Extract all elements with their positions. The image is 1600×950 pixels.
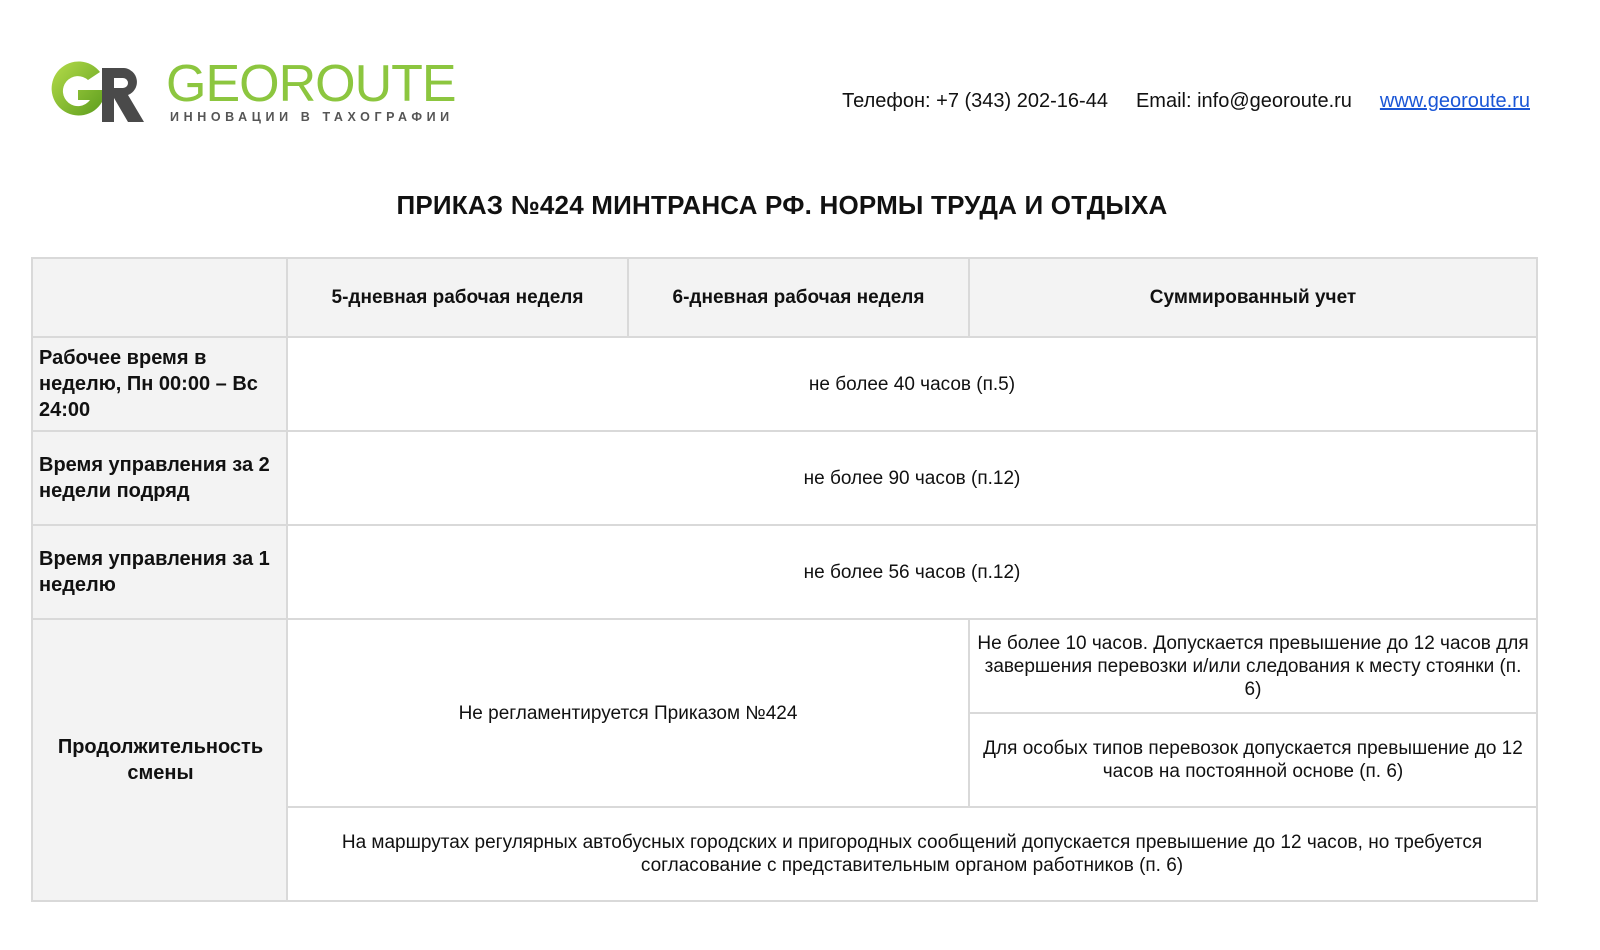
header-cell-5-day: 5-дневная рабочая неделя: [287, 258, 628, 337]
row-value: не более 90 часов (п.12): [287, 431, 1537, 525]
document-title: ПРИКАЗ №424 МИНТРАНСА РФ. НОРМЫ ТРУДА И ОТДЫХА: [396, 190, 1168, 220]
table-row: [32, 431, 1537, 525]
georoute-logo: [44, 55, 464, 128]
row-value: не более 40 часов (п.5): [287, 337, 1537, 431]
gr-logo-mark-icon: [44, 60, 156, 126]
table-row: [32, 337, 1537, 431]
contact-info: [842, 90, 1530, 113]
table-header-row: [32, 258, 1537, 337]
header-cell-empty: [32, 258, 287, 337]
logo-brand-text: GEOROUTE: [166, 55, 456, 113]
table-row: [32, 525, 1537, 619]
row-value: не более 56 часов (п.12): [287, 525, 1537, 619]
shift-row-1: [32, 619, 1537, 713]
logo-slogan: ИННОВАЦИИ В ТАХОГРАФИИ: [170, 110, 454, 124]
row-label: Время управления за 2 недели подряд: [32, 431, 287, 525]
header-cell-summed: Суммированный учет: [969, 258, 1537, 337]
shift-summed-note-1: Не более 10 часов. Допускается превышение до 12 часов для завершения перевозки и/или следования к месту стоянки (п. 6): [969, 619, 1537, 713]
norms-table: [31, 257, 1538, 902]
shift-bus-routes-note: На маршрутах регулярных автобусных городских и пригородных сообщений допускается превышение до 12 часов, но требуется согласование с представительным органом работников (п. 6): [287, 807, 1537, 901]
phone-text: Телефон: +7 (343) 202-16-44: [842, 90, 1108, 112]
shift-not-regulated: Не регламентируется Приказом №424: [287, 619, 969, 807]
shift-duration-label: Продолжительность смены: [32, 619, 287, 901]
row-label: Время управления за 1 неделю: [32, 525, 287, 619]
header-cell-6-day: 6-дневная рабочая неделя: [628, 258, 969, 337]
website-link[interactable]: www.georoute.ru: [1379, 90, 1530, 112]
row-label: Рабочее время в неделю, Пн 00:00 – Вс 24:00: [32, 337, 287, 431]
shift-summed-note-2: Для особых типов перевозок допускается превышение до 12 часов на постоянной основе (п. 6): [969, 713, 1537, 807]
email-text: Email: info@georoute.ru: [1135, 90, 1352, 112]
